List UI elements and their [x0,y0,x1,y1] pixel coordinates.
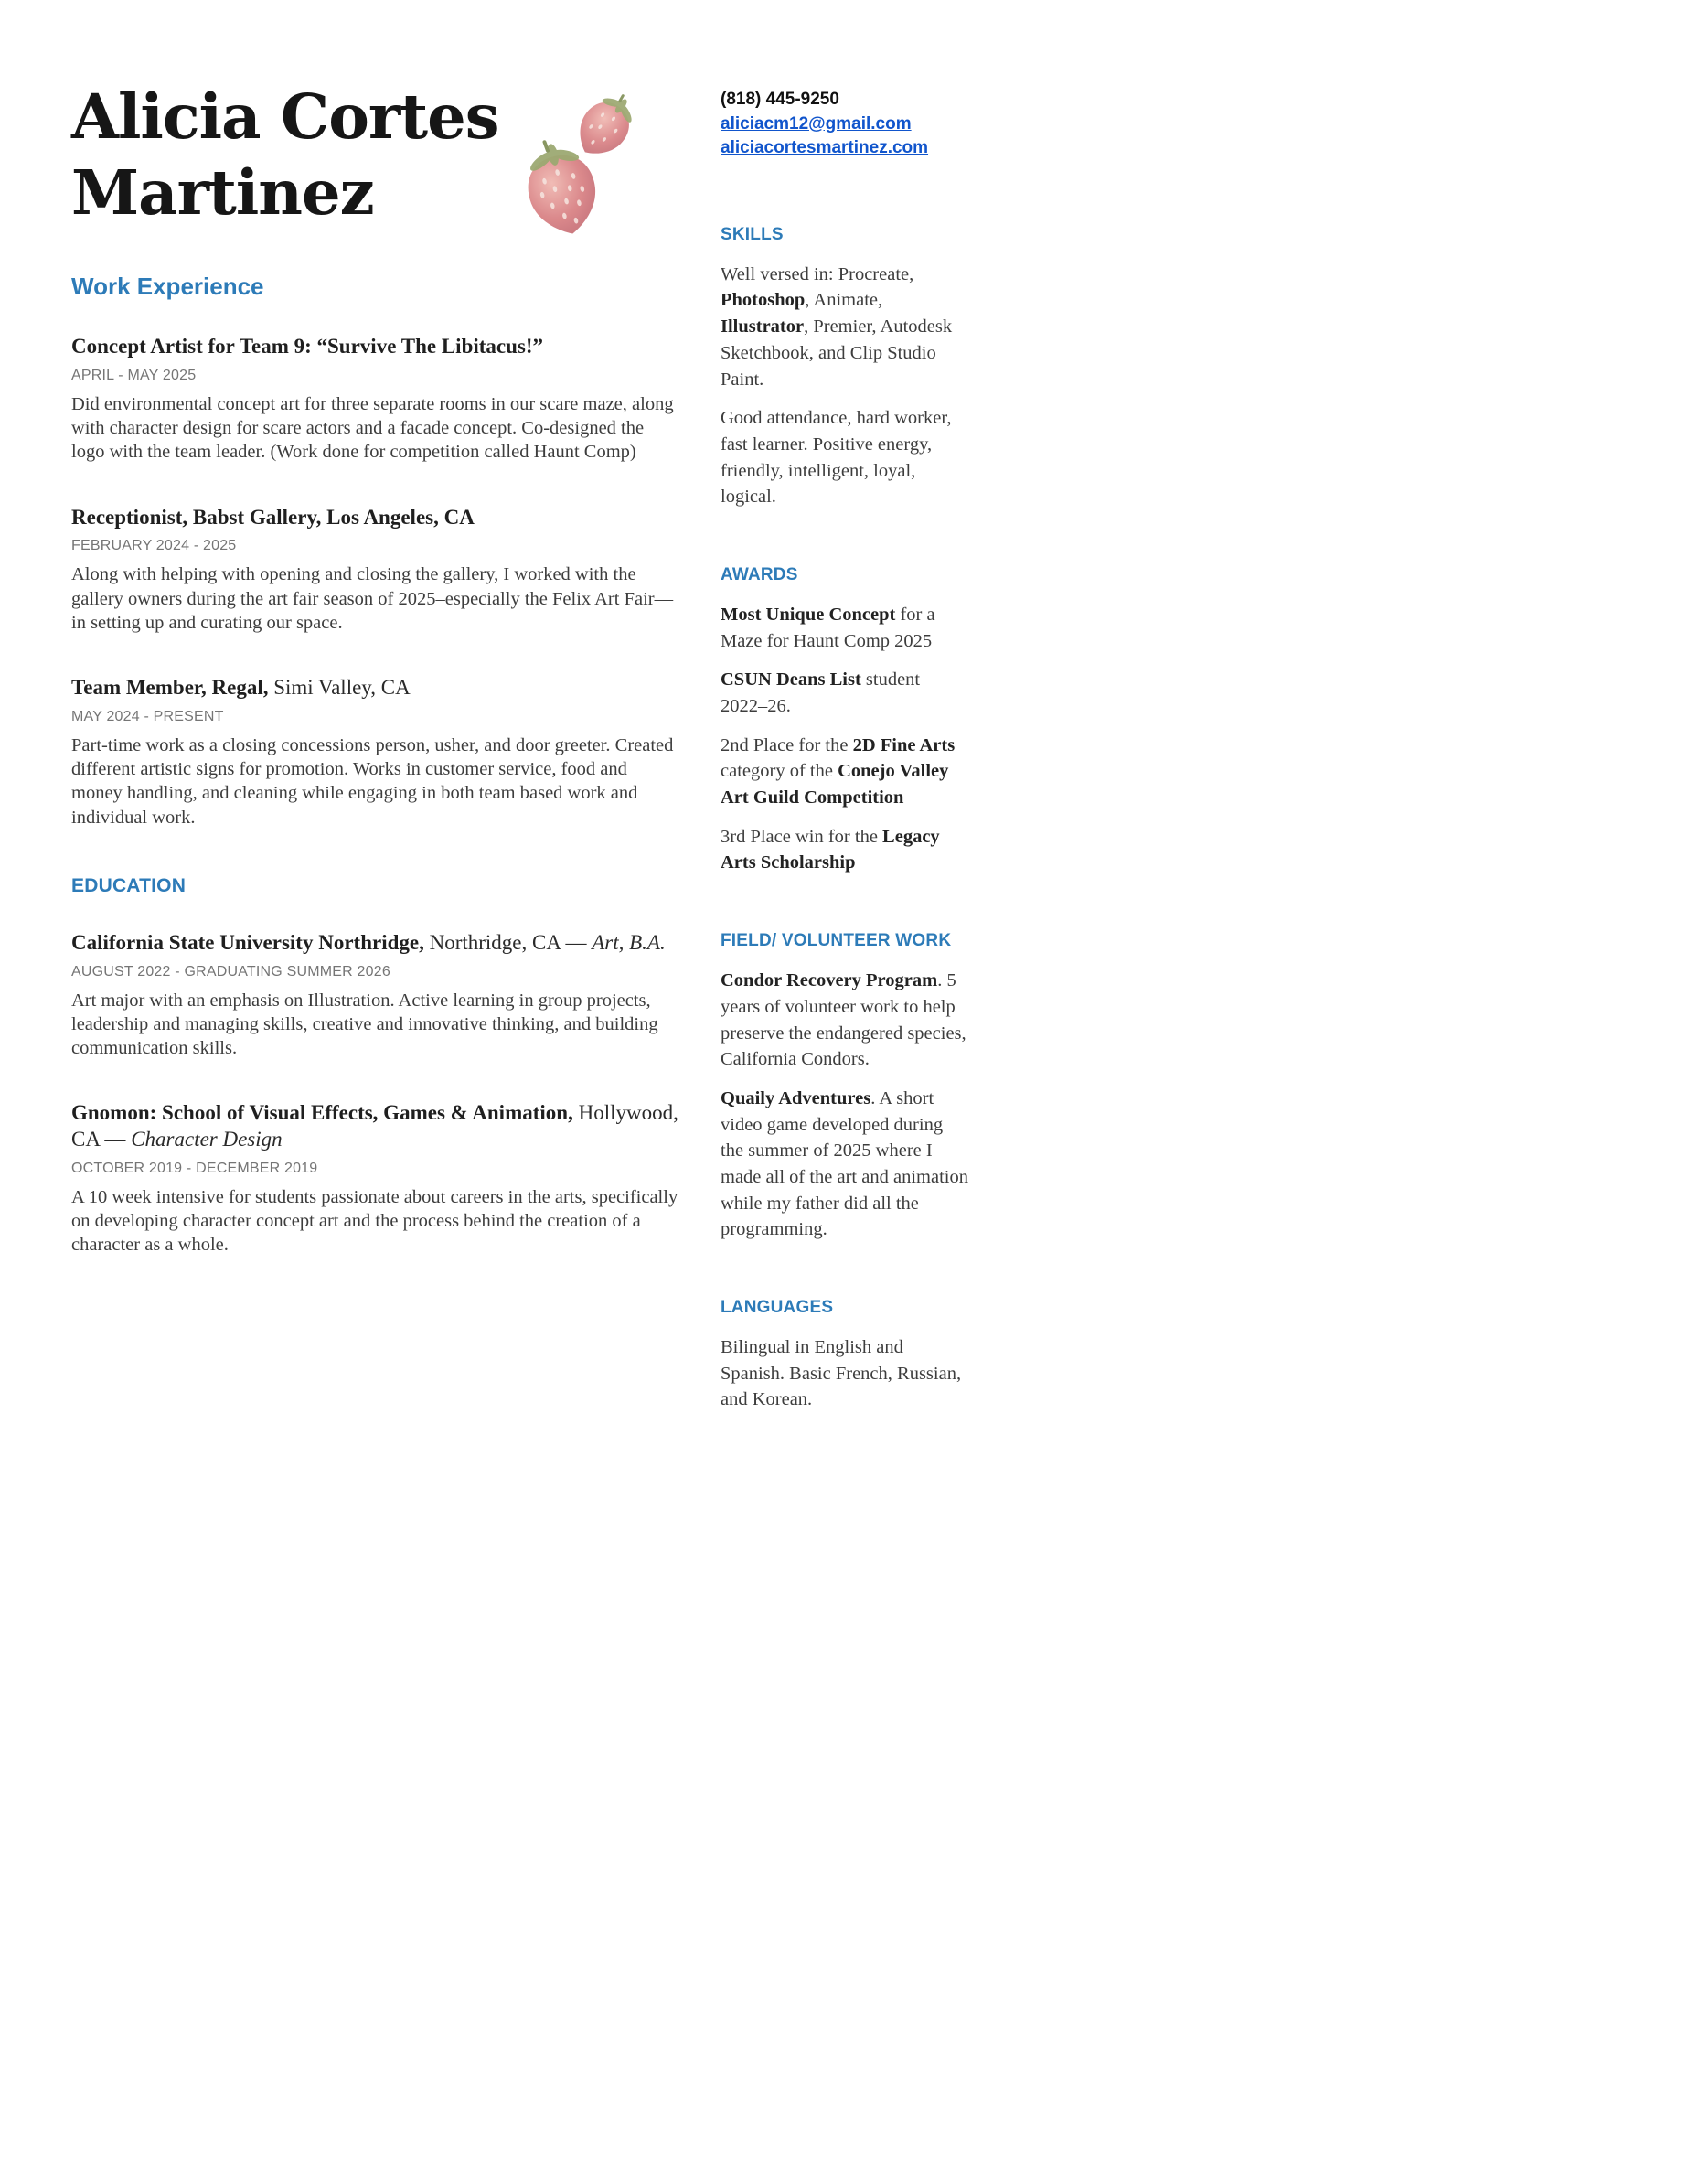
school-degree: Art, B.A. [592,930,666,954]
education-heading: EDUCATION [71,874,187,896]
job-title: Concept Artist for Team 9: “Survive The Libitacus!” [71,335,544,359]
award-item [721,667,969,719]
job-title-bold: Team Member, Regal, [71,676,269,700]
website-link[interactable]: aliciacortesmartinez.com [721,138,929,158]
skills-heading: SKILLS [721,224,784,244]
volunteer-heading: FIELD/ VOLUNTEER WORK [721,931,952,951]
school-name-bold: Gnomon: School of Visual Effects, Games & Animation, [71,1101,573,1125]
school-title [71,1100,680,1153]
school-name-bold: California State University Northridge, [71,930,424,954]
award-detail: 2nd Place for the [721,734,853,755]
school-description: A 10 week intensive for students passionate about careers in the arts, specifically on developing character concept art and the process behind the creation of a character as a whole. [71,1186,678,1256]
award-item [721,824,969,876]
award-name: Legacy Arts Scholarship [721,826,940,873]
name-line1: Alicia Cortes [71,80,499,153]
job-description: Part-time work as a closing concessions person, usher, and door greeter. Created different artistic signs for promotion. Works in customer service, food and money handling, and cleaning while engaging in both team based work and individual work. [71,734,674,828]
page-title [71,79,680,230]
languages-text: Bilingual in English and Spanish. Basic French, Russian, and Korean. [721,1337,962,1410]
skills-text: , Animate, [805,290,883,311]
school-description: Art major with an emphasis on Illustration. Active learning in group projects, leadership and managing skills, creative and innovative thinking, and building communication skills. [71,990,658,1058]
award-item [721,602,969,654]
skills-text: , Premier, Autodesk Sketchbook, and Clip Studio Paint. [721,316,953,390]
school-title [71,930,680,957]
main-column [71,79,680,1297]
job-date: FEBRUARY 2024 - 2025 [71,538,237,554]
skills-text: Well versed in: Procreate, [721,263,914,284]
award-name: Conejo Valley Art Guild Competition [721,761,949,808]
job-date: APRIL - MAY 2025 [71,367,197,383]
award-name: Most Unique Concept [721,604,896,625]
volunteer-item [721,968,969,1073]
job-title: Receptionist, Babst Gallery, Los Angeles, CA [71,505,475,529]
job-description: Along with helping with opening and closing the gallery, I worked with the gallery owners during the art fair season of 2025–especially the Felix Art Fair—in setting up and curating our space. [71,564,674,633]
award-detail: student 2022–26. [721,669,921,717]
job-date: MAY 2024 - PRESENT [71,708,224,724]
volunteer-name: Condor Recovery Program [721,970,938,991]
languages-heading: LANGUAGES [721,1298,834,1318]
skills-software-text [721,262,969,392]
award-name: CSUN Deans List [721,669,861,691]
school-entry-csun [71,930,680,1060]
job-description: Did environmental concept art for three separate rooms in our scare maze, along with character design for scare actors and a facade concept. Co-designed the logo with the team leader. (Work done for competition called Haunt Comp) [71,393,674,463]
award-detail: for a Maze for Haunt Comp 2025 [721,604,935,651]
job-entry-receptionist [71,505,680,635]
school-date: AUGUST 2022 - GRADUATING SUMMER 2026 [71,963,390,980]
awards-heading: AWARDS [721,564,798,584]
volunteer-item [721,1086,969,1243]
volunteer-detail: . 5 years of volunteer work to help preserve the endangered species, California Condors. [721,970,966,1070]
school-location: Northridge, CA — [423,930,593,954]
school-date: OCTOBER 2019 - DECEMBER 2019 [71,1160,318,1176]
award-item [721,733,969,811]
contact-block [721,88,969,161]
award-detail: category of the [721,761,838,782]
job-entry-concept-artist [71,334,680,464]
skills-illustrator: Illustrator [721,316,805,337]
email-link[interactable]: aliciacm12@gmail.com [721,113,912,134]
volunteer-detail: . A short video game developed during the summer of 2025 where I made all of the art and animation while my father did all the programming. [721,1087,968,1240]
award-detail: 3rd Place win for the [721,826,883,847]
award-name: 2D Fine Arts [852,734,956,755]
skills-photoshop: Photoshop [721,290,806,311]
sidebar-column [721,88,969,1426]
work-experience-heading: Work Experience [71,273,264,301]
name-line2: Martinez [71,156,374,230]
job-entry-team-member [71,675,680,830]
school-degree: Character Design [131,1127,283,1151]
job-title [71,675,680,701]
school-location: Hollywood, CA — [71,1101,678,1151]
school-entry-gnomon [71,1100,680,1257]
skills-traits-text: Good attendance, hard worker, fast learner. Positive energy, friendly, intelligent, loyal, logical. [721,408,952,508]
job-title-location: Simi Valley, CA [268,676,411,700]
volunteer-name: Quaily Adventures [721,1087,871,1108]
phone-number: (818) 445-9250 [721,90,839,109]
